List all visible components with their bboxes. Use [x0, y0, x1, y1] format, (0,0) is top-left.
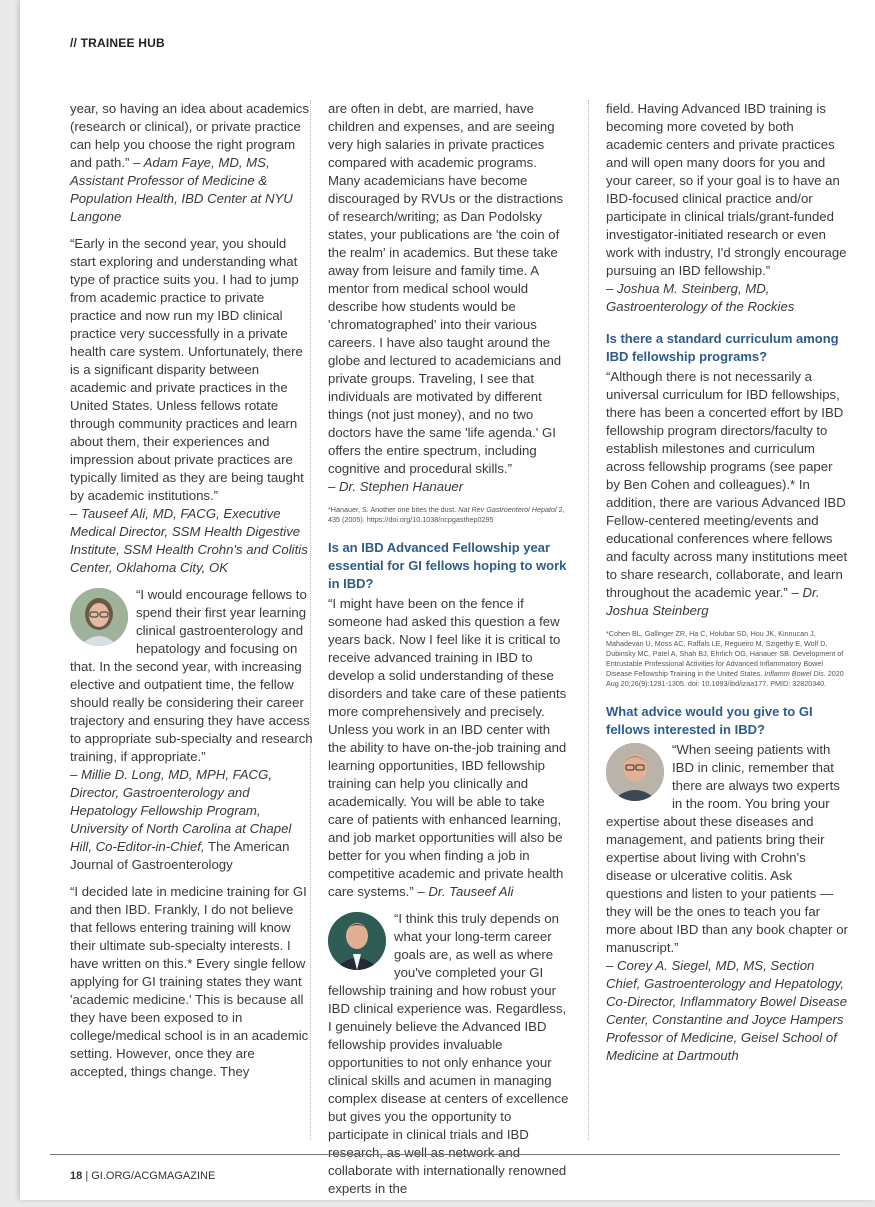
- page-footer: [70, 1170, 215, 1182]
- quote-text: “Early in the second year, you should start exploring and understanding what type of practice suits you. I had to jump from academic practice to private practice and now run my IBD clinical practice very successfully in a private health care system. Unfortunately, there is a significant disparity between academic and private practices in the United States. Unless fellows rotate through community practices and learn about them, their experiences and impression about private practices are typically limited as they are being taught by academic institutions.”: [70, 236, 304, 503]
- column-2: [328, 100, 572, 1207]
- quote-attribution: – Dr. Tauseef Ali: [417, 884, 514, 899]
- quote-paragraph: [70, 883, 314, 1081]
- quote-paragraph: [328, 100, 572, 496]
- section-label: // TRAINEE HUB: [70, 36, 165, 50]
- quote-paragraph: [70, 100, 314, 226]
- quote-text: year, so having an idea about academics (research or clinical), or private practice can help you choose the right program and path.”: [70, 101, 309, 170]
- section-question-heading: Is there a standard curriculum among IBD fellowship programs?: [606, 331, 839, 364]
- portrait-man-glasses-icon: [606, 743, 664, 801]
- footnote-reference: *Cohen BL, Gallinger ZR, Ha C, Holubar SD, Hou JK, Kinnucan J, Mahadevan U, Moss AC, Raffals LE, Regueiro M, Szigethy E, Wolf D, Dubinsky MC, Patel A, Shah BJ, Ehrlich OG, Hanauer SB. Development of Entrustable Professional Activities for Advanced Inflammatory Bowel Disease Fellowship Training in the United States. Inflamm Bowel Dis. 2020 Aug 20;26(9):1291-1305. doi: 10.1093/ibd/izaa177. PMID: 32820340.: [606, 629, 844, 688]
- column-1: [70, 100, 314, 1090]
- quote-paragraph: [606, 100, 850, 316]
- column-3: [606, 100, 850, 1074]
- journal-name: Nat Rev Gastroenterol Hepatol: [458, 505, 557, 514]
- section-question-heading: What advice would you give to GI fellows interested in IBD?: [606, 704, 813, 737]
- quote-attribution: – Adam Faye, MD, MS, Assistant Professor of Medicine & Population Health, IBD Center at NYU Langone: [70, 155, 293, 224]
- quote-text: “I might have been on the fence if someone had asked this question a few years back. Now I feel like it is critical to receive advanced training in IBD to develop a solid understanding of these disorders and take care of these patients more comprehensively and precisely. Unless you work in an IBD center with the ability to have on-the-job training and learning opportunities, IBD fellowship training can help you clinically and academically. You will be able to take care of patients with enhanced learning, and job market opportunities will also be better for you when finding a job in competitive academic and private health care systems.”: [328, 596, 567, 899]
- page-number: 18: [70, 1170, 83, 1182]
- quote-attribution: – Tauseef Ali, MD, FACG, Executive Medical Director, SSM Health Digestive Institute, SSM Health Crohn's and Colitis Center, Oklahoma City, OK: [70, 506, 308, 575]
- quote-attribution: – Joshua M. Steinberg, MD, Gastroenterology of the Rockies: [606, 281, 795, 314]
- quote-paragraph: [70, 586, 314, 874]
- footnote-reference: *Hanauer, S. Another one bites the dust. Nat Rev Gastroenterol Hepatol 2, 435 (2005). https://doi.org/10.1038/ncpgasthep0295: [328, 505, 565, 524]
- quote-attribution: – Dr. Stephen Hanauer: [328, 479, 464, 494]
- quote-text: are often in debt, are married, have children and expenses, and are seeing very high salaries in private practices compared with academic programs. Many academicians have become discouraged by RVUs or the distractions of research/writing; as Dan Podolsky states, your publications are 'the coin of the realm' in academics. But these take away from leisure and family time. A mentor from medical school would describe how students would be 'chromatographed' into their various careers. I have also taught around the globe and lectured to academicians and private groups. Traveling, I see that individuals are motivated by different things (not just money), and no two doctors have the same 'life agenda.' GI offers the entire spectrum, including cognitive and procedural skills.”: [328, 101, 564, 476]
- quote-paragraph: [70, 235, 314, 577]
- quote-paragraph: [606, 368, 850, 620]
- journal-name: Inflamm Bowel Dis.: [764, 669, 826, 678]
- journal-name: The American Journal of Gastroenterology: [70, 839, 290, 872]
- quote-attribution: – Millie D. Long, MD, MPH, FACG, Director, Gastroenterology and Hepatology Fellowship Program, University of North Carolina at Chapel Hill, Co-Editor-in-Chief,: [70, 767, 292, 854]
- quote-text: “I decided late in medicine training for GI and then IBD. Frankly, I do not believe that fellows entering training will know their ultimate sub-specialty interests. I have written on this.* Every single fellow applying for GI training states they want 'academic medicine.' This is because all they have been exposed to in college/medical school is in an academic setting. However, once they are accepted, things change. They: [70, 884, 309, 1079]
- quote-text: “I would encourage fellows to spend their first year learning clinical gastroenterology and hepatology and focusing on that. In the second year, with increasing elective and outpatient time, the fellow should really be considering their career trajectory and ensuring they have access to appropriate sub-specialty and research training, if appropriate.”: [70, 587, 313, 764]
- portrait-man-suit-icon: [328, 912, 386, 970]
- quote-text: “Although there is not necessarily a universal curriculum for IBD fellowships, there has been a concerted effort by IBD fellowship program directors/faculty to establish milestones and curriculum across fellowship programs (see paper by Ben Cohen and colleagues).* In addition, there are various Advanced IBD Fellow-centered meeting/events and educational conferences where fellows and faculty across many institutions meet to share research, collaborate, and learn throughout the academic year.”: [606, 369, 848, 600]
- footer-site: GI.ORG/ACGMAGAZINE: [91, 1170, 216, 1182]
- footer-separator: |: [85, 1170, 89, 1182]
- quote-text: “I think this truly depends on what your long-term career goals are, as well as where you've completed your GI fellowship training and how robust your IBD clinical experience was. Regardless, I genuinely believe the Advanced IBD fellowship provides invaluable opportunities to not only enhance your clinical skills and acumen in managing complex disease at centers of excellence but gives you the opportunity to participate in clinical trials and IBD research, as well as network and collaborate with internationally renowned experts in the: [328, 911, 569, 1196]
- footer-rule: [50, 1154, 840, 1155]
- column-divider: [588, 100, 589, 1140]
- quote-paragraph: [328, 595, 572, 901]
- quote-text: field. Having Advanced IBD training is becoming more coveted by both academic centers and private practices and will open many doors for you and your career, so if your goal is to have an IBD-focused clinical practice and/or participate in clinical trials/grant-funded investigator-initiated research or even work with industry, I'd strongly encourage pursuing an IBD fellowship.”: [606, 101, 847, 278]
- magazine-page: [20, 0, 875, 1200]
- section-question-heading: Is an IBD Advanced Fellowship year essential for GI fellows hoping to work in IBD?: [328, 540, 567, 591]
- quote-attribution: – Corey A. Siegel, MD, MS, Section Chief, Gastroenterology and Hepatology, Co-Director, Inflammatory Bowel Disease Center, Constantine and Joyce Hampers Professor of Medicine, Geisel School of Medicine at Dartmouth: [606, 958, 848, 1063]
- quote-text: “When seeing patients with IBD in clinic, remember that there are always two experts in the room. You bring your expertise about these diseases and management, and patients bring their expertise about living with Crohn's disease or ulcerative colitis. Ask questions and listen to your patients — they will be the ones to teach you far more about IBD than any book chapter or manuscript.”: [606, 742, 848, 955]
- quote-attribution: – Dr. Joshua Steinberg: [606, 585, 820, 618]
- quote-paragraph: [606, 741, 850, 1065]
- portrait-woman-glasses-icon: [70, 588, 128, 646]
